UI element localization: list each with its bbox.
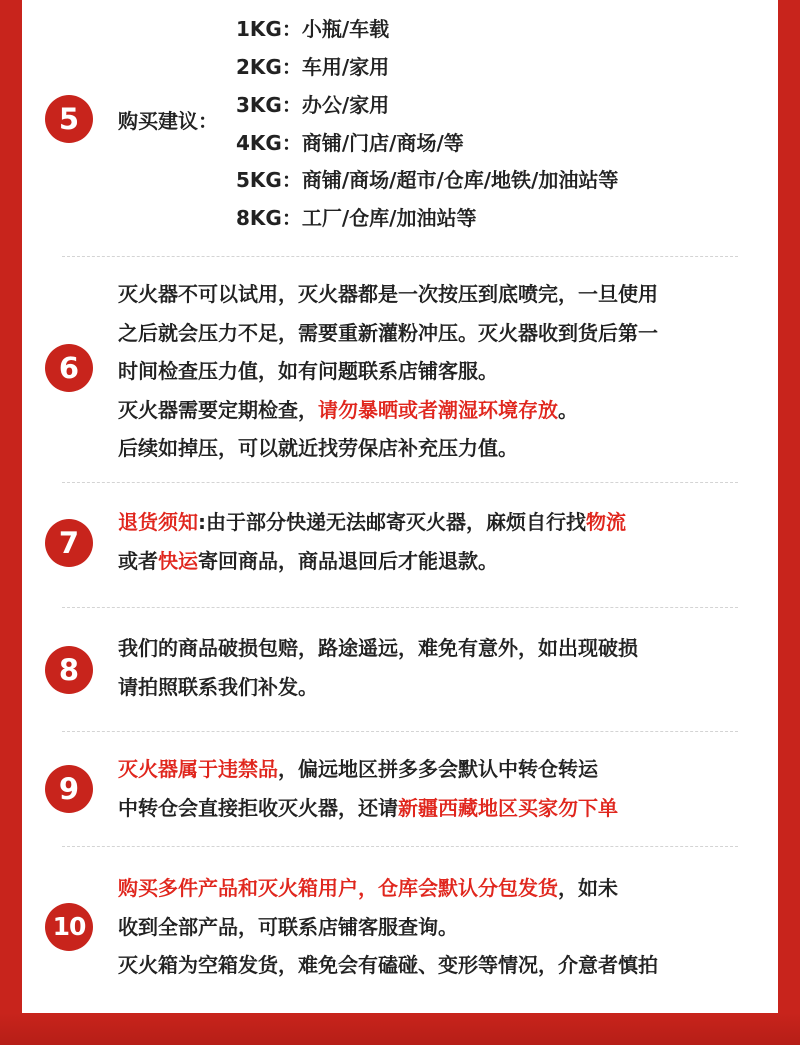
number-badge-9: 9 (45, 765, 93, 813)
storage-warning-highlight: 请勿暴晒或者潮湿环境存放 (318, 397, 558, 422)
logistics-highlight: 物流 (586, 510, 626, 534)
notice-6-line-5: 后续如掉压，可以就近找劳保店补充压力值。 (118, 436, 518, 460)
notice-6-line-1: 灭火器不可以试用，灭火器都是一次按压到底喷完，一旦使用 (118, 282, 658, 306)
notice-10-line-1 (118, 869, 768, 908)
notice-6 (118, 275, 768, 468)
notice-7-line-2 (118, 542, 768, 581)
notice-9 (118, 750, 768, 827)
notice-7-line-2-text: 寄回商品，商品退回后才能退款。 (198, 548, 498, 573)
number-badge-5: 5 (45, 95, 93, 143)
notice-8-line-2: 请拍照联系我们补发。 (118, 674, 318, 699)
notice-9-line-1-text: ，偏远地区拼多多会默认中转仓转运 (278, 757, 598, 781)
content-panel (22, 0, 778, 1013)
section-divider (62, 607, 738, 608)
notice-9-line-2-text: 中转仓会直接拒收灭火器，还请 (118, 795, 398, 820)
freight-highlight: 快运 (158, 548, 198, 573)
region-warning-highlight: 新疆西藏地区买家勿下单 (398, 795, 618, 820)
section-divider (62, 482, 738, 483)
notice-10-line-2: 收到全部产品，可联系店铺客服查询。 (118, 914, 458, 939)
split-shipment-highlight: 购买多件产品和灭火箱用户，仓库会默认分包发货 (118, 876, 558, 900)
section-divider (62, 731, 738, 732)
notice-8-line-1: 我们的商品破损包赔，路途遥远，难免有意外，如出现破损 (118, 636, 638, 660)
notice-7-line-1 (118, 503, 768, 542)
notice-10 (118, 869, 768, 985)
notice-8 (118, 629, 768, 706)
number-badge-8: 8 (45, 646, 93, 694)
notice-7-line-1-text: :由于部分快递无法邮寄灭火器，麻烦自行找 (198, 510, 586, 534)
return-notice-title: 退货须知 (118, 510, 198, 534)
kg-row-4: 4KG：商铺/门店/商场/等 (236, 131, 464, 155)
section-divider (62, 256, 738, 257)
kg-row-3: 3KG：办公/家用 (236, 93, 390, 117)
section-divider (62, 846, 738, 847)
number-badge-7: 7 (45, 519, 93, 567)
notice-6-line-4-text: 灭火器需要定期检查， (118, 397, 318, 422)
kg-row-6: 8KG：工厂/仓库/加油站等 (236, 206, 477, 230)
kg-row-2: 2KG：车用/家用 (236, 55, 390, 79)
notice-6-line-3: 时间检查压力值，如有问题联系店铺客服。 (118, 359, 498, 383)
notice-6-line-4 (118, 391, 768, 430)
footer-band (0, 1013, 800, 1045)
notice-9-line-1 (118, 750, 768, 789)
number-badge-6: 6 (45, 344, 93, 392)
notice-6-line-4-end: 。 (558, 397, 578, 422)
notice-9-line-2 (118, 789, 768, 828)
notice-7-line-2-start: 或者 (118, 548, 158, 573)
number-badge-10: 10 (45, 903, 93, 951)
notice-10-line-1-text: ，如未 (558, 876, 618, 900)
purchase-advice-label: 购买建议： (118, 109, 218, 133)
kg-row-5: 5KG：商铺/商场/超市/仓库/地铁/加油站等 (236, 168, 619, 192)
notice-6-line-2: 之后就会压力不足，需要重新灌粉冲压。灭火器收到货后第一 (118, 320, 658, 345)
notice-10-line-3: 灭火箱为空箱发货，难免会有磕碰、变形等情况，介意者慎拍 (118, 953, 658, 977)
prohibited-item-highlight: 灭火器属于违禁品 (118, 757, 278, 781)
notice-7 (118, 503, 768, 580)
kg-row-1: 1KG：小瓶/车载 (236, 17, 390, 41)
